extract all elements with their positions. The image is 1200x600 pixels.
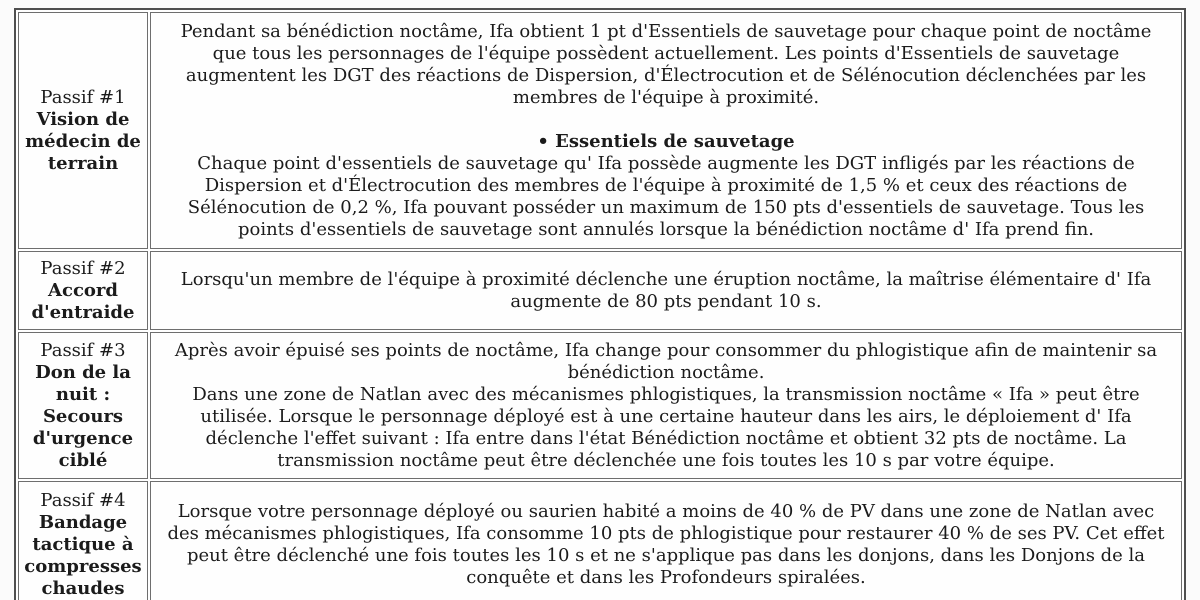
passive-description-paragraph: Pendant sa bénédiction noctâme, Ifa obtient 1 pt d'Essentiels de sauvetage pour chaque point de noctâme que tous les personnages de l'équipe possèdent actuellement. Les points d'Essentiels de sauvetage augmentent les DGT des réactions de Dispersion, d'Électrocution et de Sélénocution déclenchées par les membres de l'équipe à proximité. xyxy=(180,20,1152,108)
table-row xyxy=(18,481,1182,600)
passive-title-cell xyxy=(18,481,148,600)
passive-title-cell xyxy=(18,12,148,249)
passive-name: Accord d'entraide xyxy=(31,279,135,323)
passive-label: Passif #2 xyxy=(40,257,126,279)
passive-description-cell xyxy=(150,12,1182,249)
passive-name: Don de la nuit : Secours d'urgence ciblé xyxy=(32,361,134,471)
passive-label: Passif #3 xyxy=(40,339,126,361)
bullet-heading: • Essentiels de sauvetage xyxy=(537,130,795,152)
table-row xyxy=(18,251,1182,330)
passive-description-paragraph: Dans une zone de Natlan avec des mécanismes phlogistiques, la transmission noctâme « Ifa » peut être utilisée. Lorsque le personnage déployé est à une certaine hauteur dans les airs, le déploiement d' Ifa déclenche l'effet suivant : Ifa entre dans l'état Bénédiction noctâme et obtient 32 pts de noctâme. La transmission noctâme peut être déclenchée une fois toutes les 10 s par votre équipe. xyxy=(192,383,1140,471)
passives-table xyxy=(14,8,1186,600)
passive-label: Passif #1 xyxy=(40,86,126,108)
passive-title-cell xyxy=(18,332,148,479)
passive-title-cell xyxy=(18,251,148,330)
passive-name: Vision de médecin de terrain xyxy=(25,108,141,174)
table-row xyxy=(18,332,1182,479)
passive-name: Bandage tactique à compresses chaudes xyxy=(24,511,142,599)
passive-description-paragraph: Chaque point d'essentiels de sauvetage qu' Ifa possède augmente les DGT infligés par les réactions de Dispersion et d'Électrocution des membres de l'équipe à proximité de 1,5 % et ceux des réactions de Sélénocution de 0,2 %, Ifa pouvant posséder un maximum de 150 pts d'essentiels de sauvetage. Tous les points d'essentiels de sauvetage sont annulés lorsque la bénédiction noctâme d' Ifa prend fin. xyxy=(187,152,1145,240)
passive-description-paragraph: Lorsque votre personnage déployé ou saurien habité a moins de 40 % de PV dans une zone de Natlan avec des mécanismes phlogistiques, Ifa consomme 10 pts de phlogistique pour restaurer 40 % de ses PV. Cet effet peut être déclenché une fois toutes les 10 s et ne s'applique pas dans les donjons, dans les Donjons de la conquête et dans les Profondeurs spiralées. xyxy=(167,500,1165,588)
passive-description-cell xyxy=(150,332,1182,479)
passive-description-cell xyxy=(150,481,1182,600)
passive-description-paragraph: Après avoir épuisé ses points de noctâme, Ifa change pour consommer du phlogistique afin de maintenir sa bénédiction noctâme. xyxy=(174,339,1158,383)
passive-description-paragraph: Lorsqu'un membre de l'équipe à proximité déclenche une éruption noctâme, la maîtrise élémentaire d' Ifa augmente de 80 pts pendant 10 s. xyxy=(180,268,1152,312)
passive-label: Passif #4 xyxy=(40,489,126,511)
passive-description-cell xyxy=(150,251,1182,330)
table-row xyxy=(18,12,1182,249)
